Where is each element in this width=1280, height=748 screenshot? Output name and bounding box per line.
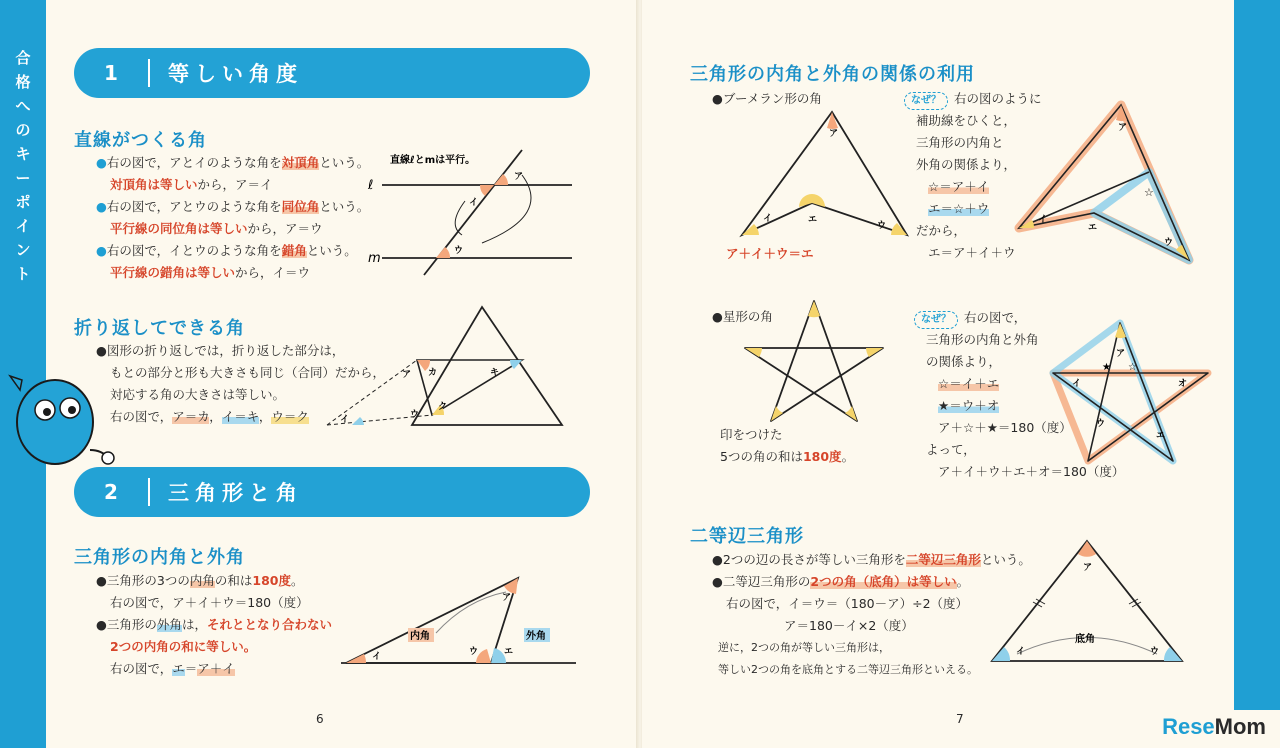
section1-title: 等しい角度 <box>168 62 303 86</box>
sub2-title: 折り返してできる角 <box>74 318 245 339</box>
isosceles-figure <box>982 536 1192 666</box>
boomerang-figure <box>737 108 912 238</box>
sub5-title: 二等辺三角形 <box>690 526 804 547</box>
svg-text:エ: エ <box>504 647 514 657</box>
right-page <box>642 0 1280 748</box>
folding-figure <box>322 305 572 433</box>
svg-text:ア: ア <box>1118 123 1128 133</box>
svg-text:ク: ク <box>438 402 448 412</box>
svg-text:内角: 内角 <box>410 631 430 642</box>
svg-text:イ: イ <box>763 214 773 224</box>
svg-text:ア: ア <box>402 370 412 380</box>
svg-text:ア: ア <box>502 593 512 603</box>
svg-text:☆: ☆ <box>1144 186 1154 199</box>
svg-text:ア: ア <box>829 129 839 139</box>
boomerang-explanation: なぜ？ 右の図のように 補助線をひくと， 三角形の内角と 外角の関係より， ☆＝ア＋イ エ＝☆＋ウ だから， エ＝ア＋イ＋ウ <box>904 88 1042 264</box>
svg-text:m: m <box>368 251 381 266</box>
side-label: 合格へのキーポイント <box>15 49 31 283</box>
star-note: 印をつけた 5つの角の和は180度。 <box>720 427 855 464</box>
svg-text:ウ: ウ <box>410 410 420 420</box>
boomerang-equation: ア＋イ＋ウ＝エ <box>726 246 814 261</box>
svg-text:ウ: ウ <box>1150 647 1160 657</box>
svg-text:ウ: ウ <box>877 221 887 231</box>
svg-text:カ: カ <box>428 368 438 378</box>
sub3-title: 三角形の内角と外角 <box>74 547 245 568</box>
exterior-angle-figure <box>336 570 581 670</box>
section2-divider <box>148 478 150 506</box>
svg-text:エ: エ <box>1156 431 1166 441</box>
svg-text:ア: ア <box>1116 349 1126 359</box>
svg-text:エ: エ <box>1088 223 1098 233</box>
svg-text:イ: イ <box>1038 215 1048 225</box>
left-page <box>0 0 638 748</box>
sub3-text: ●三角形の3つの内角の和は180度。 右の図で，ア＋イ＋ウ＝180（度） ●三角形の外角は，それととなり合わない 2つの内角の和に等しい。 右の図で，エ＝ア＋イ <box>96 573 332 676</box>
boomerang-aux-figure <box>1014 100 1194 270</box>
svg-text:ウ: ウ <box>469 647 479 657</box>
page-number-right: 7 <box>956 712 964 726</box>
parallel-lines-figure <box>362 145 582 280</box>
section2-title: 三角形と角 <box>168 481 303 505</box>
svg-text:底角: 底角 <box>1075 634 1095 645</box>
section1-number: 1 <box>104 61 118 85</box>
resemom-logo: ReseMom <box>1162 714 1266 739</box>
star-figure <box>740 296 890 426</box>
sub2-text: ●図形の折り返しでは，折り返した部分は， もとの部分と形も大きさも同じ（合同）だから， 対応する角の大きさは等しい。 右の図で，ア＝カ，イ＝キ，ウ＝ク <box>96 343 386 424</box>
section1-divider <box>148 59 150 87</box>
sub5-text: ●2つの辺の長さが等しい三角形を二等辺三角形という。 ●二等辺三角形の2つの角（底角）は等しい。 右の図で，イ＝ウ＝（180－ア）÷2（度） ア＝180－イ×2（度） 逆に，2つの角が等しい三角形は， 等しい2つの角を底角とする二等辺三角形といえる。 <box>712 552 1031 676</box>
svg-text:★: ★ <box>1102 362 1111 373</box>
svg-text:☆: ☆ <box>1128 362 1137 373</box>
boomerang-label: ●ブーメラン形の角 <box>712 91 822 106</box>
svg-text:ウ: ウ <box>1164 238 1174 248</box>
star-label: ●星形の角 <box>712 309 773 324</box>
section1-banner <box>74 48 590 98</box>
svg-text:ℓ: ℓ <box>368 178 374 193</box>
svg-text:イ: イ <box>372 652 382 662</box>
svg-text:イ: イ <box>1072 379 1082 389</box>
sub4-title: 三角形の内角と外角の関係の利用 <box>690 64 975 85</box>
why-badge-2: なぜ？ <box>914 311 958 329</box>
svg-text:エ: エ <box>808 215 818 225</box>
section2-banner <box>74 467 590 517</box>
svg-text:イ: イ <box>469 198 479 208</box>
svg-text:イ: イ <box>340 415 350 425</box>
star-aux-figure <box>1048 318 1213 466</box>
svg-text:イ: イ <box>1016 647 1026 657</box>
star-explanation: なぜ？ 右の図で， 三角形の内角と外角 の関係より， ☆＝イ＋エ ★＝ウ＋オ ア＋☆＋★＝180（度） よって， ア＋イ＋ウ＋エ＋オ＝180（度） <box>914 307 1124 483</box>
svg-text:直線ℓとmは平行。: 直線ℓとmは平行。 <box>390 155 476 166</box>
svg-text:ア: ア <box>1083 563 1093 573</box>
right-strip <box>1234 0 1280 710</box>
svg-text:オ: オ <box>1178 379 1188 389</box>
why-badge-1: なぜ？ <box>904 92 948 110</box>
svg-text:キ: キ <box>490 368 500 378</box>
section2-number: 2 <box>104 480 118 504</box>
sub1-text: ●右の図で，アとイのような角を対頂角という。 対頂角は等しいから，ア＝イ ●右の図で，アとウのような角を同位角という。 平行線の同位角は等しいから，ア＝ウ ●右の図で，イとウのような角を錯角という。 平行線の錯角は等しいから，イ＝ウ <box>96 155 370 280</box>
svg-text:ウ: ウ <box>454 246 464 256</box>
page-number-left: 6 <box>316 712 324 726</box>
svg-text:外角: 外角 <box>526 631 546 642</box>
svg-text:ウ: ウ <box>1096 419 1106 429</box>
sub1-title: 直線がつくる角 <box>74 130 207 151</box>
svg-text:ア: ア <box>514 172 524 182</box>
